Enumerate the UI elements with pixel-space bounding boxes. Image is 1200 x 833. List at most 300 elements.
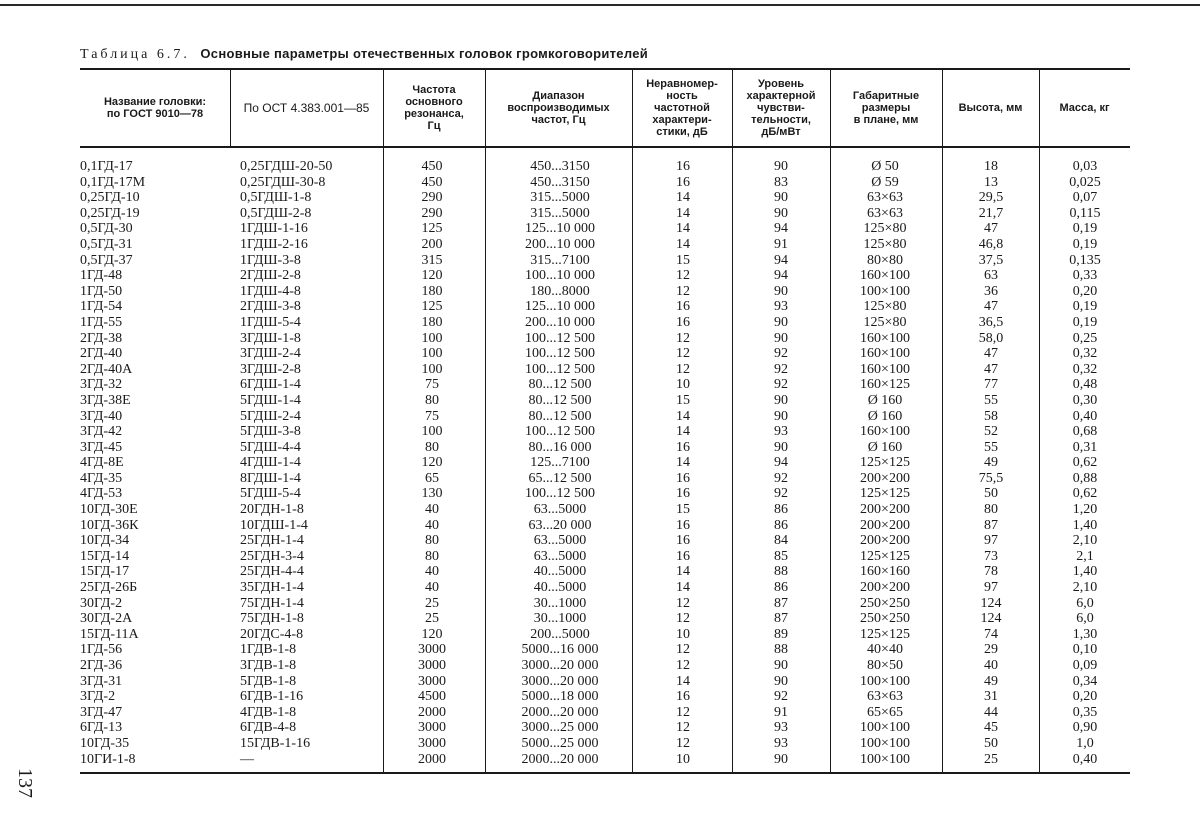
cell-name-gost: 1ГД-50 bbox=[80, 283, 123, 299]
cell-name-gost: 3ГД-45 bbox=[80, 439, 123, 455]
cell-freq-range: 315...5000 bbox=[530, 190, 590, 206]
cell-ost-name: 4ГДВ-1-8 bbox=[240, 704, 297, 720]
cell-name-gost: 1ГД-56 bbox=[80, 642, 123, 658]
cell-freq-range: 5000...16 000 bbox=[521, 642, 599, 658]
cell-height: 13 bbox=[984, 174, 998, 190]
cell-height: 47 bbox=[984, 346, 998, 362]
cell-name-gost: 15ГД-11А bbox=[80, 626, 139, 642]
cell-name-gost: 3ГД-40 bbox=[80, 408, 123, 424]
cell-unevenness: 12 bbox=[676, 704, 690, 720]
cell-mass: 0,19 bbox=[1072, 236, 1098, 252]
cell-mass: 0,19 bbox=[1072, 314, 1098, 330]
cell-sensitivity: 86 bbox=[774, 517, 788, 533]
cell-height: 44 bbox=[984, 704, 998, 720]
cell-height: 36,5 bbox=[978, 314, 1004, 330]
page-top-rule bbox=[0, 4, 1200, 6]
cell-ost-name: 6ГДВ-1-16 bbox=[240, 689, 304, 705]
cell-height: 25 bbox=[984, 751, 998, 767]
cell-name-gost: 2ГД-40 bbox=[80, 346, 123, 362]
table-row bbox=[0, 237, 1200, 253]
table-row bbox=[0, 284, 1200, 300]
cell-ost-name: 0,5ГДШ-1-8 bbox=[240, 190, 312, 206]
cell-mass: 2,10 bbox=[1072, 580, 1098, 596]
cell-unevenness: 14 bbox=[676, 236, 690, 252]
cell-sensitivity: 91 bbox=[774, 704, 788, 720]
cell-name-gost: 3ГД-42 bbox=[80, 424, 123, 440]
cell-resonance: 2000 bbox=[418, 704, 446, 720]
cell-sensitivity: 94 bbox=[774, 455, 788, 471]
cell-unevenness: 10 bbox=[676, 626, 690, 642]
cell-name-gost: 0,5ГД-37 bbox=[80, 252, 133, 268]
cell-height: 46,8 bbox=[978, 236, 1004, 252]
header-unevenness-line3: частотной bbox=[654, 102, 710, 114]
cell-mass: 0,32 bbox=[1072, 361, 1098, 377]
cell-unevenness: 14 bbox=[676, 673, 690, 689]
cell-dimensions: 160×100 bbox=[860, 346, 910, 362]
cell-resonance: 100 bbox=[421, 330, 443, 346]
cell-unevenness: 14 bbox=[676, 580, 690, 596]
table-row bbox=[0, 346, 1200, 362]
cell-resonance: 125 bbox=[421, 299, 443, 315]
cell-unevenness: 12 bbox=[676, 268, 690, 284]
cell-height: 74 bbox=[984, 626, 998, 642]
cell-resonance: 130 bbox=[421, 486, 443, 502]
cell-mass: 0,10 bbox=[1072, 642, 1098, 658]
cell-resonance: 65 bbox=[425, 470, 439, 486]
cell-unevenness: 16 bbox=[676, 439, 690, 455]
cell-ost-name: 5ГДШ-5-4 bbox=[240, 486, 301, 502]
cell-resonance: 120 bbox=[421, 268, 443, 284]
cell-unevenness: 15 bbox=[676, 502, 690, 518]
header-height bbox=[942, 70, 1039, 146]
table-row bbox=[0, 752, 1200, 768]
cell-ost-name: 25ГДН-3-4 bbox=[240, 548, 304, 564]
cell-mass: 0,62 bbox=[1072, 486, 1098, 502]
cell-ost-name: 3ГДШ-2-8 bbox=[240, 361, 301, 377]
cell-name-gost: 0,25ГД-10 bbox=[80, 190, 140, 206]
cell-height: 80 bbox=[984, 502, 998, 518]
cell-name-gost: 10ГИ-1-8 bbox=[80, 751, 136, 767]
cell-resonance: 40 bbox=[425, 502, 439, 518]
cell-unevenness: 14 bbox=[676, 205, 690, 221]
cell-height: 18 bbox=[984, 159, 998, 174]
cell-ost-name: 3ГДШ-1-8 bbox=[240, 330, 301, 346]
cell-dimensions: Ø 59 bbox=[871, 174, 899, 190]
cell-ost-name: 6ГДШ-1-4 bbox=[240, 377, 301, 393]
cell-height: 97 bbox=[984, 580, 998, 596]
header-name-gost bbox=[80, 70, 230, 146]
table-row bbox=[0, 549, 1200, 565]
cell-freq-range: 100...12 500 bbox=[525, 346, 595, 362]
table-row bbox=[0, 580, 1200, 596]
cell-sensitivity: 90 bbox=[774, 439, 788, 455]
table-row bbox=[0, 486, 1200, 502]
cell-mass: 0,35 bbox=[1072, 704, 1098, 720]
cell-height: 47 bbox=[984, 221, 998, 237]
cell-name-gost: 3ГД-31 bbox=[80, 673, 123, 689]
cell-dimensions: 125×80 bbox=[863, 236, 907, 252]
cell-dimensions: 65×65 bbox=[867, 704, 903, 720]
cell-mass: 0,19 bbox=[1072, 299, 1098, 315]
cell-freq-range: 40...5000 bbox=[533, 580, 587, 596]
cell-unevenness: 16 bbox=[676, 159, 690, 174]
cell-name-gost: 15ГД-14 bbox=[80, 548, 130, 564]
cell-dimensions: 63×63 bbox=[867, 689, 903, 705]
cell-ost-name: 0,25ГДШ-20-50 bbox=[240, 159, 333, 174]
cell-sensitivity: 88 bbox=[774, 642, 788, 658]
cell-ost-name: 4ГДШ-1-4 bbox=[240, 455, 301, 471]
cell-name-gost: 0,1ГД-17М bbox=[80, 174, 146, 190]
cell-sensitivity: 90 bbox=[774, 658, 788, 673]
cell-unevenness: 16 bbox=[676, 470, 690, 486]
cell-resonance: 80 bbox=[425, 548, 439, 564]
table-row bbox=[0, 175, 1200, 191]
header-mass-text: Масса, кг bbox=[1059, 102, 1110, 114]
cell-mass: 0,33 bbox=[1072, 268, 1098, 284]
cell-resonance: 3000 bbox=[418, 735, 446, 751]
table-row bbox=[0, 455, 1200, 471]
cell-unevenness: 12 bbox=[676, 735, 690, 751]
cell-sensitivity: 92 bbox=[774, 486, 788, 502]
cell-freq-range: 125...10 000 bbox=[525, 299, 595, 315]
cell-dimensions: Ø 50 bbox=[871, 159, 899, 174]
cell-unevenness: 14 bbox=[676, 564, 690, 580]
cell-sensitivity: 90 bbox=[774, 673, 788, 689]
cell-dimensions: 63×63 bbox=[867, 190, 903, 206]
cell-sensitivity: 87 bbox=[774, 595, 788, 611]
cell-mass: 0,40 bbox=[1072, 408, 1098, 424]
cell-name-gost: 10ГД-36К bbox=[80, 517, 139, 533]
cell-mass: 0,135 bbox=[1069, 252, 1101, 268]
header-resonance-line3: резонанса, bbox=[404, 108, 464, 120]
cell-ost-name: 20ГДН-1-8 bbox=[240, 502, 304, 518]
header-resonance-line4: Гц bbox=[427, 120, 441, 132]
cell-mass: 1,40 bbox=[1072, 517, 1098, 533]
header-sensitivity-line4: тельности, bbox=[751, 114, 811, 126]
table-row bbox=[0, 424, 1200, 440]
cell-mass: 0,19 bbox=[1072, 221, 1098, 237]
cell-sensitivity: 92 bbox=[774, 470, 788, 486]
cell-dimensions: Ø 160 bbox=[867, 408, 903, 424]
header-dimensions-line3: в плане, мм bbox=[853, 114, 919, 126]
cell-sensitivity: 83 bbox=[774, 174, 788, 190]
cell-freq-range: 180...8000 bbox=[530, 283, 590, 299]
cell-resonance: 4500 bbox=[418, 689, 446, 705]
cell-freq-range: 2000...20 000 bbox=[521, 704, 599, 720]
cell-freq-range: 100...12 500 bbox=[525, 361, 595, 377]
cell-height: 78 bbox=[984, 564, 998, 580]
cell-ost-name: 1ГДШ-4-8 bbox=[240, 283, 301, 299]
cell-dimensions: 100×100 bbox=[860, 735, 910, 751]
cell-mass: 2,10 bbox=[1072, 533, 1098, 549]
cell-mass: 1,30 bbox=[1072, 626, 1098, 642]
cell-unevenness: 12 bbox=[676, 330, 690, 346]
cell-freq-range: 80...16 000 bbox=[528, 439, 592, 455]
cell-dimensions: Ø 160 bbox=[867, 392, 903, 408]
cell-freq-range: 63...20 000 bbox=[528, 517, 592, 533]
header-dimensions-line1: Габаритные bbox=[852, 90, 920, 102]
cell-freq-range: 30...1000 bbox=[533, 595, 587, 611]
cell-sensitivity: 90 bbox=[774, 330, 788, 346]
cell-ost-name: 6ГДВ-4-8 bbox=[240, 720, 297, 736]
table-row bbox=[0, 564, 1200, 580]
cell-dimensions: 125×125 bbox=[860, 548, 910, 564]
cell-mass: 0,20 bbox=[1072, 283, 1098, 299]
cell-resonance: 315 bbox=[421, 252, 443, 268]
cell-height: 77 bbox=[984, 377, 998, 393]
cell-height: 50 bbox=[984, 486, 998, 502]
cell-dimensions: 100×100 bbox=[860, 673, 910, 689]
cell-name-gost: 0,1ГД-17 bbox=[80, 159, 133, 174]
table-body bbox=[0, 159, 1200, 767]
header-resonance-line1: Частота bbox=[412, 84, 456, 96]
cell-height: 50 bbox=[984, 735, 998, 751]
header-range bbox=[485, 70, 632, 146]
cell-unevenness: 12 bbox=[676, 361, 690, 377]
cell-resonance: 120 bbox=[421, 455, 443, 471]
table-row bbox=[0, 331, 1200, 347]
cell-dimensions: 40×40 bbox=[867, 642, 903, 658]
cell-sensitivity: 88 bbox=[774, 564, 788, 580]
cell-dimensions: 125×125 bbox=[860, 486, 910, 502]
cell-resonance: 3000 bbox=[418, 673, 446, 689]
cell-dimensions: 160×100 bbox=[860, 424, 910, 440]
cell-sensitivity: 90 bbox=[774, 205, 788, 221]
cell-unevenness: 16 bbox=[676, 299, 690, 315]
cell-sensitivity: 93 bbox=[774, 424, 788, 440]
table-row bbox=[0, 253, 1200, 269]
table-row bbox=[0, 409, 1200, 425]
table-row bbox=[0, 533, 1200, 549]
cell-sensitivity: 90 bbox=[774, 314, 788, 330]
cell-mass: 0,40 bbox=[1072, 751, 1098, 767]
cell-dimensions: Ø 160 bbox=[867, 439, 903, 455]
cell-resonance: 3000 bbox=[418, 720, 446, 736]
cell-sensitivity: 90 bbox=[774, 159, 788, 174]
cell-name-gost: 1ГД-48 bbox=[80, 268, 123, 284]
cell-unevenness: 12 bbox=[676, 595, 690, 611]
cell-freq-range: 5000...25 000 bbox=[521, 735, 599, 751]
header-range-line3: частот, Гц bbox=[531, 114, 586, 126]
cell-sensitivity: 86 bbox=[774, 502, 788, 518]
cell-height: 87 bbox=[984, 517, 998, 533]
cell-resonance: 2000 bbox=[418, 751, 446, 767]
cell-mass: 0,62 bbox=[1072, 455, 1098, 471]
cell-ost-name: 0,5ГДШ-2-8 bbox=[240, 205, 312, 221]
cell-dimensions: 80×50 bbox=[867, 658, 903, 673]
cell-unevenness: 10 bbox=[676, 377, 690, 393]
cell-freq-range: 100...12 500 bbox=[525, 486, 595, 502]
cell-resonance: 40 bbox=[425, 517, 439, 533]
table-row bbox=[0, 471, 1200, 487]
cell-resonance: 25 bbox=[425, 611, 439, 627]
cell-name-gost: 10ГД-30Е bbox=[80, 502, 138, 518]
cell-mass: 0,025 bbox=[1069, 174, 1101, 190]
cell-dimensions: 100×100 bbox=[860, 720, 910, 736]
cell-freq-range: 450...3150 bbox=[530, 159, 590, 174]
header-name-gost-line1: Название головки: bbox=[103, 96, 207, 108]
cell-dimensions: 200×200 bbox=[860, 533, 910, 549]
cell-dimensions: 160×100 bbox=[860, 268, 910, 284]
cell-ost-name: 8ГДШ-1-4 bbox=[240, 470, 301, 486]
cell-height: 75,5 bbox=[978, 470, 1004, 486]
cell-height: 63 bbox=[984, 268, 998, 284]
cell-height: 37,5 bbox=[978, 252, 1004, 268]
cell-unevenness: 10 bbox=[676, 751, 690, 767]
cell-freq-range: 80...12 500 bbox=[528, 392, 592, 408]
header-ost bbox=[230, 70, 383, 146]
cell-sensitivity: 85 bbox=[774, 548, 788, 564]
cell-unevenness: 15 bbox=[676, 252, 690, 268]
cell-freq-range: 65...12 500 bbox=[528, 470, 592, 486]
cell-name-gost: 15ГД-17 bbox=[80, 564, 130, 580]
cell-sensitivity: 94 bbox=[774, 221, 788, 237]
cell-mass: 1,40 bbox=[1072, 564, 1098, 580]
cell-sensitivity: 94 bbox=[774, 268, 788, 284]
table-caption bbox=[80, 46, 648, 63]
cell-mass: 0,90 bbox=[1072, 720, 1098, 736]
cell-freq-range: 100...10 000 bbox=[525, 268, 595, 284]
cell-height: 31 bbox=[984, 689, 998, 705]
table-row bbox=[0, 674, 1200, 690]
cell-mass: 1,20 bbox=[1072, 502, 1098, 518]
table-row bbox=[0, 190, 1200, 206]
cell-height: 21,7 bbox=[978, 205, 1004, 221]
header-range-line2: воспроизводимых bbox=[507, 102, 610, 114]
cell-sensitivity: 90 bbox=[774, 392, 788, 408]
cell-freq-range: 2000...20 000 bbox=[521, 751, 599, 767]
table-row bbox=[0, 377, 1200, 393]
cell-freq-range: 80...12 500 bbox=[528, 408, 592, 424]
table-row bbox=[0, 720, 1200, 736]
table-row bbox=[0, 159, 1200, 175]
cell-freq-range: 100...12 500 bbox=[525, 424, 595, 440]
cell-freq-range: 63...5000 bbox=[533, 502, 587, 518]
cell-mass: 0,88 bbox=[1072, 470, 1098, 486]
table-row bbox=[0, 611, 1200, 627]
cell-ost-name: 15ГДВ-1-16 bbox=[240, 735, 311, 751]
cell-name-gost: 6ГД-13 bbox=[80, 720, 123, 736]
cell-name-gost: 2ГД-36 bbox=[80, 658, 123, 673]
cell-height: 47 bbox=[984, 361, 998, 377]
cell-resonance: 290 bbox=[421, 205, 443, 221]
header-sensitivity-line2: характерной bbox=[746, 90, 816, 102]
cell-sensitivity: 90 bbox=[774, 283, 788, 299]
cell-ost-name: 1ГДШ-2-16 bbox=[240, 236, 308, 252]
cell-unevenness: 12 bbox=[676, 720, 690, 736]
cell-dimensions: 200×200 bbox=[860, 517, 910, 533]
cell-freq-range: 200...5000 bbox=[530, 626, 590, 642]
cell-dimensions: 100×100 bbox=[860, 751, 910, 767]
cell-mass: 6,0 bbox=[1076, 595, 1094, 611]
cell-resonance: 80 bbox=[425, 392, 439, 408]
table-row bbox=[0, 393, 1200, 409]
cell-mass: 0,68 bbox=[1072, 424, 1098, 440]
header-unevenness-line4: характери- bbox=[652, 114, 712, 126]
cell-unevenness: 12 bbox=[676, 346, 690, 362]
cell-mass: 0,25 bbox=[1072, 330, 1098, 346]
cell-unevenness: 15 bbox=[676, 392, 690, 408]
cell-height: 73 bbox=[984, 548, 998, 564]
cell-ost-name: 2ГДШ-3-8 bbox=[240, 299, 301, 315]
cell-mass: 0,115 bbox=[1069, 205, 1101, 221]
cell-sensitivity: 92 bbox=[774, 361, 788, 377]
cell-name-gost: 3ГД-38Е bbox=[80, 392, 131, 408]
cell-height: 47 bbox=[984, 299, 998, 315]
table-bottom-rule bbox=[80, 772, 1130, 774]
header-dimensions bbox=[830, 70, 942, 146]
header-range-line1: Диапазон bbox=[532, 90, 585, 102]
cell-unevenness: 16 bbox=[676, 486, 690, 502]
header-ost-text: По ОСТ 4.383.001—85 bbox=[243, 101, 370, 115]
cell-name-gost: 30ГД-2А bbox=[80, 611, 133, 627]
cell-resonance: 3000 bbox=[418, 658, 446, 673]
table-row bbox=[0, 502, 1200, 518]
cell-ost-name: 3ГДШ-2-4 bbox=[240, 346, 301, 362]
table-row bbox=[0, 627, 1200, 643]
cell-unevenness: 16 bbox=[676, 533, 690, 549]
cell-sensitivity: 90 bbox=[774, 751, 788, 767]
cell-height: 36 bbox=[984, 283, 998, 299]
table-row bbox=[0, 268, 1200, 284]
table-row bbox=[0, 689, 1200, 705]
cell-unevenness: 14 bbox=[676, 424, 690, 440]
cell-name-gost: 10ГД-35 bbox=[80, 735, 130, 751]
header-unevenness-line5: стики, дБ bbox=[656, 126, 708, 138]
caption-title: Основные параметры отечественных головок громкоговорителей bbox=[200, 46, 649, 61]
cell-name-gost: 0,5ГД-31 bbox=[80, 236, 133, 252]
header-mass bbox=[1039, 70, 1130, 146]
cell-mass: 0,03 bbox=[1072, 159, 1098, 174]
cell-unevenness: 12 bbox=[676, 658, 690, 673]
cell-dimensions: 125×125 bbox=[860, 455, 910, 471]
header-dimensions-line2: размеры bbox=[861, 102, 911, 114]
cell-mass: 2,1 bbox=[1076, 548, 1094, 564]
cell-freq-range: 63...5000 bbox=[533, 533, 587, 549]
cell-resonance: 125 bbox=[421, 221, 443, 237]
cell-ost-name: 3ГДВ-1-8 bbox=[240, 658, 297, 673]
cell-mass: 1,0 bbox=[1076, 735, 1094, 751]
cell-ost-name: 25ГДН-4-4 bbox=[240, 564, 304, 580]
cell-sensitivity: 92 bbox=[774, 689, 788, 705]
cell-freq-range: 30...1000 bbox=[533, 611, 587, 627]
cell-sensitivity: 89 bbox=[774, 626, 788, 642]
table-row bbox=[0, 518, 1200, 534]
cell-dimensions: 160×100 bbox=[860, 330, 910, 346]
cell-ost-name: 75ГДН-1-8 bbox=[240, 611, 304, 627]
cell-resonance: 75 bbox=[425, 408, 439, 424]
cell-ost-name: 5ГДШ-3-8 bbox=[240, 424, 301, 440]
cell-sensitivity: 93 bbox=[774, 720, 788, 736]
cell-resonance: 100 bbox=[421, 346, 443, 362]
cell-mass: 0,09 bbox=[1072, 658, 1098, 673]
cell-dimensions: 200×200 bbox=[860, 470, 910, 486]
cell-unevenness: 16 bbox=[676, 174, 690, 190]
cell-mass: 0,31 bbox=[1072, 439, 1098, 455]
cell-ost-name: 2ГДШ-2-8 bbox=[240, 268, 301, 284]
cell-mass: 0,34 bbox=[1072, 673, 1098, 689]
header-unevenness bbox=[632, 70, 732, 146]
cell-resonance: 450 bbox=[421, 174, 443, 190]
cell-resonance: 80 bbox=[425, 533, 439, 549]
cell-sensitivity: 90 bbox=[774, 408, 788, 424]
cell-freq-range: 3000...25 000 bbox=[521, 720, 599, 736]
cell-unevenness: 16 bbox=[676, 548, 690, 564]
cell-dimensions: 125×80 bbox=[863, 314, 907, 330]
cell-dimensions: 125×80 bbox=[863, 221, 907, 237]
cell-name-gost: 4ГД-8Е bbox=[80, 455, 124, 471]
header-unevenness-line1: Неравномер- bbox=[646, 78, 718, 90]
